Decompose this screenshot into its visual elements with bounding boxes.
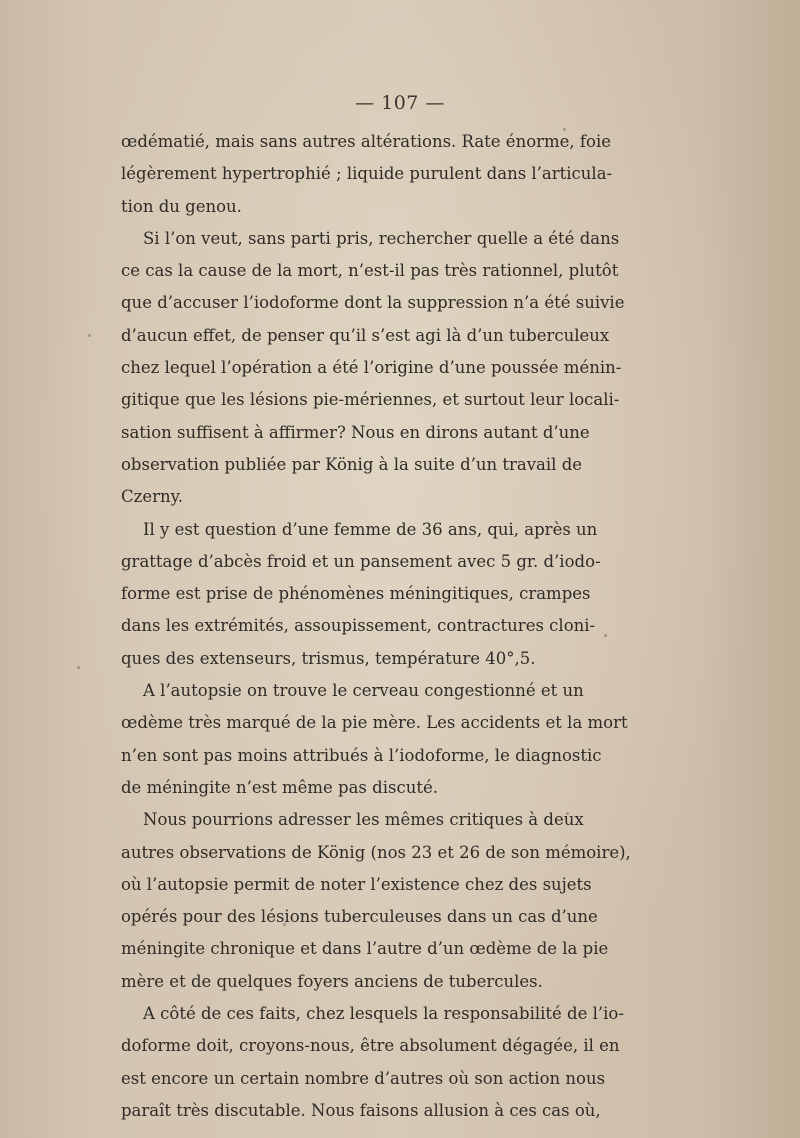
text-line: paraît très discutable. Nous faisons allusion à ces cas où, xyxy=(121,1100,601,1120)
text-line: est encore un certain nombre d’autres où son action nous xyxy=(121,1068,606,1088)
text-line: que d’accuser l’iodoforme dont la suppression n’a été suivie xyxy=(121,293,625,313)
text-line: œdématié, mais sans autres altérations. Rate énorme, foie xyxy=(121,132,611,151)
text-line: Si l’on veut, sans parti pris, rechercher quelle a été dans xyxy=(143,228,620,248)
text-line: gitique que les lésions pie-mériennes, et surtout leur locali- xyxy=(121,390,620,410)
text-line: A côté de ces faits, chez lesquels la responsabilité de l’io- xyxy=(143,1004,624,1024)
paper-speck xyxy=(77,666,80,669)
text-line: doforme doit, croyons-nous, être absolument dégagée, il en xyxy=(121,1036,620,1056)
text-line: légèrement hypertrophié ; liquide purulent dans l’articula- xyxy=(121,164,613,184)
text-line: méningite chronique et dans l’autre d’un œdème de la pie xyxy=(121,939,609,959)
paper-speck xyxy=(604,634,607,637)
text-line: Czerny. xyxy=(121,487,183,507)
text-line: forme est prise de phénomènes méningitiques, crampes xyxy=(121,584,591,604)
text-line: tion du genou. xyxy=(121,196,242,216)
paper-speck xyxy=(88,334,91,337)
text-line: de méningite n’est même pas discuté. xyxy=(121,777,438,797)
text-line: chez lequel l’opération a été l’origine d’une poussée ménin- xyxy=(121,358,622,378)
text-line: A l’autopsie on trouve le cerveau congestionné et un xyxy=(143,681,584,701)
text-line: autres observations de König (nos 23 et 26 de son mémoire), xyxy=(121,842,631,862)
text-line: Nous pourrions adresser les mêmes critiques à deux xyxy=(143,810,584,830)
text-line: d’aucun effet, de penser qu’il s’est agi là d’un tuberculeux xyxy=(121,325,610,345)
page-number: — 107 — xyxy=(355,92,445,114)
text-line: dans les extrémités, assoupissement, contractures cloni- xyxy=(121,616,596,636)
text-line: observation publiée par König à la suite d’un travail de xyxy=(121,454,583,474)
body-text xyxy=(121,126,631,1127)
text-line: n’en sont pas moins attribués à l’iodoforme, le diagnostic xyxy=(121,745,602,765)
text-line: où l’autopsie permit de noter l’existence chez des sujets xyxy=(121,874,592,894)
text-line: grattage d’abcès froid et un pansement avec 5 gr. d’iodo- xyxy=(121,551,601,571)
text-line: ce cas la cause de la mort, n’est-il pas très rationnel, plutôt xyxy=(121,261,619,281)
text-line: mère et de quelques foyers anciens de tubercules. xyxy=(121,971,543,991)
text-line: œdème très marqué de la pie mère. Les accidents et la mort xyxy=(121,713,628,733)
text-line: sation suffisent à affirmer? Nous en dirons autant d’une xyxy=(121,422,590,442)
paper-speck xyxy=(563,128,566,131)
text-line: ques des extenseurs, trismus, température 40°,5. xyxy=(121,648,536,668)
text-line: Il y est question d’une femme de 36 ans, qui, après un xyxy=(143,519,598,539)
text-line: opérés pour des lésions tuberculeuses dans un cas d’une xyxy=(121,907,598,927)
